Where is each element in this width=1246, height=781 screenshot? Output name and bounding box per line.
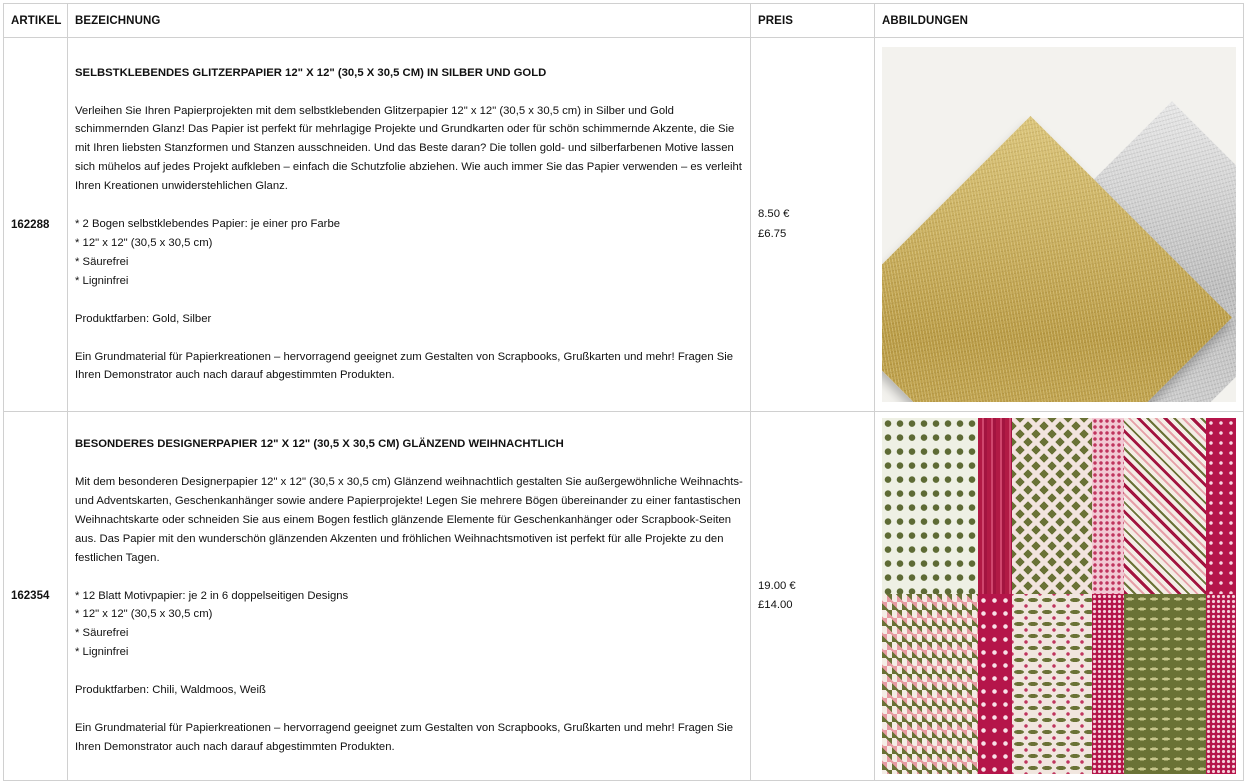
pattern-tile — [882, 594, 978, 774]
product-title: SELBSTKLEBENDES GLITZERPAPIER 12" X 12" (30,5 X 30,5 CM) IN SILBER UND GOLD — [75, 66, 547, 79]
image-cell — [875, 38, 1244, 412]
table-header-row — [4, 4, 1244, 38]
product-colors: Produktfarben: Chili, Waldmoos, Weiß — [75, 684, 266, 697]
pattern-tile — [1124, 418, 1206, 594]
feature-item: * 12 Blatt Motivpapier: je 2 in 6 doppelseitigen Designs — [75, 589, 349, 602]
pattern-tile — [1092, 594, 1124, 774]
feature-item: * Ligninfrei — [75, 646, 129, 659]
feature-item: * 12" x 12" (30,5 x 30,5 cm) — [75, 608, 213, 621]
header-price: PREIS — [751, 4, 875, 38]
price-cell — [751, 38, 875, 412]
feature-item: * 2 Bogen selbstklebendes Papier: je einer pro Farbe — [75, 218, 341, 231]
pattern-tile — [882, 418, 978, 594]
product-table — [3, 3, 1244, 781]
table-row — [4, 412, 1244, 781]
price-eur: 8.50 € — [758, 208, 790, 220]
feature-item: * Ligninfrei — [75, 274, 129, 287]
product-footer: Ein Grundmaterial für Papierkreationen – hervorragend geeignet zum Gestalten von Scrapbooks, Grußkarten und mehr! Fragen Sie Ihren Demonstrator auch nach darauf abgestimmten Produkten. — [75, 722, 734, 753]
pattern-tile — [978, 594, 1012, 774]
feature-list — [75, 215, 743, 291]
pattern-tile — [1206, 418, 1236, 594]
pattern-tile — [1092, 418, 1124, 594]
feature-item: * Säurefrei — [75, 627, 129, 640]
pattern-tile — [1206, 594, 1236, 774]
price-eur: 19.00 € — [758, 579, 796, 592]
image-cell — [875, 412, 1244, 781]
header-images: ABBILDUNGEN — [875, 4, 1244, 38]
feature-item: * Säurefrei — [75, 255, 129, 268]
article-number: 162288 — [4, 38, 68, 412]
feature-list — [75, 587, 743, 663]
product-description — [68, 38, 751, 412]
product-colors: Produktfarben: Gold, Silber — [75, 312, 212, 325]
product-intro: Verleihen Sie Ihren Papierprojekten mit dem selbstklebenden Glitzerpapier 12" x 12" (30,5 x 30,5 cm) in Silber und Gold schimmernden Glanz! Das Papier ist perfekt für mehrlagige Projekte und Grundkarten oder für schön schimmernde Akzente, die Sie mit Ihren liebsten Stanzformen und Stanzen ausschneiden. Und das Beste daran? Die tollen gold- und silberfarbenen Motive lassen sich mühelos auf jedes Projekt aufkleben – einfach die Schutzfolie abziehen. Wie auch immer Sie das Papier verwenden – es verleiht Ihren Kreationen unwiderstehlichen Glanz. — [75, 104, 742, 193]
product-intro: Mit dem besonderen Designerpapier 12" x 12" (30,5 x 30,5 cm) Glänzend weihnachtlich gestalten Sie außergewöhnliche Weihnachts- und Adventskarten, Geschenkanhänger sowie andere Papierprojekte! Legen Sie mehrere Bögen übereinander zu einer fantastischen Weihnachtskarte oder schneiden Sie aus einem Bogen festlich glänzende Elemente für Geschenkanhänger oder Scrapbook-Seiten aus. Das Papier mit den wunderschön glänzenden Akzenten und fröhlichen Weihnachtsmotiven ist perfekt für alle Projekte zu den festlichen Tagen. — [75, 476, 743, 564]
table-row — [4, 38, 1244, 412]
header-article: ARTIKEL — [4, 4, 68, 38]
product-footer: Ein Grundmaterial für Papierkreationen – hervorragend geeignet zum Gestalten von Scrapbooks, Grußkarten und mehr! Fragen Sie Ihren Demonstrator auch nach darauf abgestimmten Produkten. — [75, 350, 734, 382]
pattern-tile — [978, 418, 1012, 594]
pattern-tile — [1012, 418, 1092, 594]
product-description — [68, 412, 751, 781]
feature-item: * 12" x 12" (30,5 x 30,5 cm) — [75, 236, 213, 249]
pattern-tile — [1012, 594, 1092, 774]
price-gbp: £14.00 — [758, 599, 793, 611]
header-description: BEZEICHNUNG — [68, 4, 751, 38]
article-number: 162354 — [4, 412, 68, 781]
glitter-paper-image — [882, 47, 1236, 402]
designer-paper-image — [882, 418, 1236, 774]
product-title: BESONDERES DESIGNERPAPIER 12" X 12" (30,5 X 30,5 CM) GLÄNZEND WEIHNACHTLICH — [75, 438, 564, 451]
pattern-tile — [1124, 594, 1206, 774]
price-gbp: £6.75 — [758, 227, 787, 240]
price-cell — [751, 412, 875, 781]
